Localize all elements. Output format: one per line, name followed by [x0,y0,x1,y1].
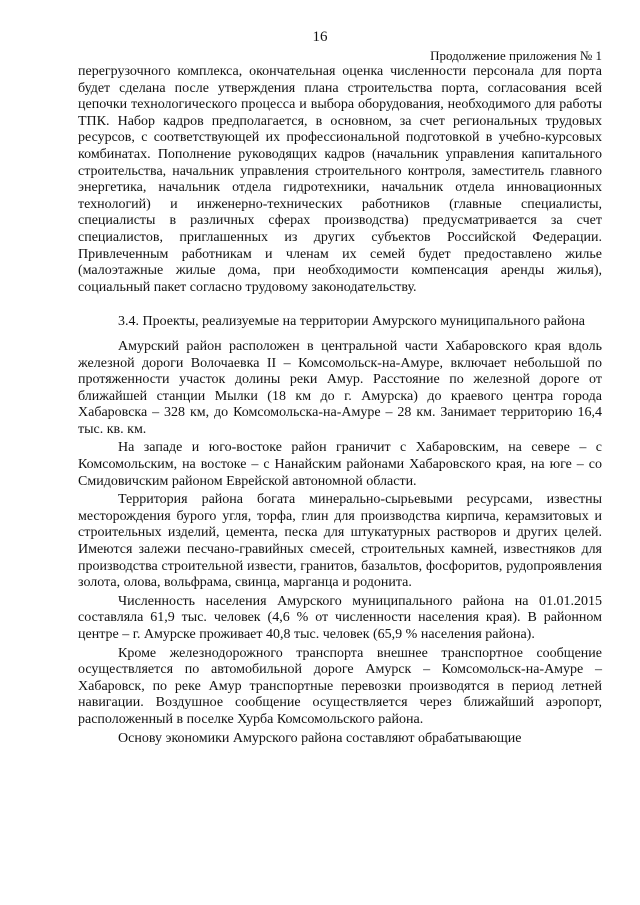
body-paragraph: Амурский район расположен в центральной части Хабаровского края вдоль железной дороги Волочаевка II – Комсомольск-на-Амуре, включает небольшой по протяженности участок долины реки Амур. Расстояние по железной дороге от ближайшей станции Мылки (18 км до г. Амурска) до краевого центра города Хабаровска – 328 км, до Комсомольска-на-Амуре – 28 км. Занимает территорию 16,4 тыс. кв. км. [78,338,602,437]
body-paragraph: На западе и юго-востоке район граничит с Хабаровским, на севере – с Комсомольским, на востоке – с Нанайским районами Хабаровского края, на юге – со Смидовичским районом Еврейской автономной области. [78,440,602,489]
page-number: 16 [312,29,328,45]
body-paragraph: Численность населения Амурского муниципального района на 01.01.2015 составляла 61,9 тыс. человек (4,6 % от численности населения края). В районном центре – г. Амурске проживает 40,8 тыс. человек (65,9 % населения района). [78,593,602,642]
body-paragraph: Кроме железнодорожного транспорта внешнее транспортное сообщение осуществляется по автомобильной дороге Амурск – Комсомольск-на-Амуре – Хабаровск, по реке Амур транспортные перевозки производятся в период летней навигации. Воздушное сообщение осуществляется через ближайший аэропорт, расположенный в поселке Хурба Комсомольского района. [78,645,602,727]
body-paragraph: Основу экономики Амурского района составляют обрабатывающие [118,730,522,746]
section-heading: 3.4. Проекты, реализуемые на территории Амурского муниципального района [118,314,586,330]
appendix-continuation-note: Продолжение приложения № 1 [430,48,602,63]
document-body [78,64,602,747]
body-paragraph: Территория района богата минерально-сырьевыми ресурсами, известны месторождения бурого угля, торфа, глин для производства кирпича, керамзитовых и строительных изделий, цемента, песка для штукатурных растворов и других целей. Имеются залежи песчано-гравийных смесей, строительных камней, известняков для производства строительной извести, гранитов, базальтов, фосфоритов, рудопроявления золота, олова, вольфрама, свинца, марганца и родонита. [78,492,602,591]
intro-paragraph: перегрузочного комплекса, окончательная оценка численности персонала для порта будет сделана после утверждения плана строительства порта, согласования всей цепочки технологического процесса и выбора оборудования, необходимого для работы ТПК. Набор кадров предполагается, в основном, за счет региональных трудовых ресурсов, с соответствующей их профессиональной подготовкой в учебно-курсовых комбинатах. Пополнение руководящих кадров (начальник управления капитального строительства, начальник управления строительного контроля, заместитель главного энергетика, начальник отдела гидротехники, начальник отдела инновационных технологий) и инженерно-технических работников (главные специалисты, специалисты в различных сферах производства) предусматривается за счет специалистов, приглашенных из других субъектов Российской Федерации. Привлеченным работникам и членам их семей будет предоставлено жилье (малоэтажные жилые дома, при необходимости компенсация аренды жилья), социальный пакет согласно трудовому законодательству. [78,64,602,295]
